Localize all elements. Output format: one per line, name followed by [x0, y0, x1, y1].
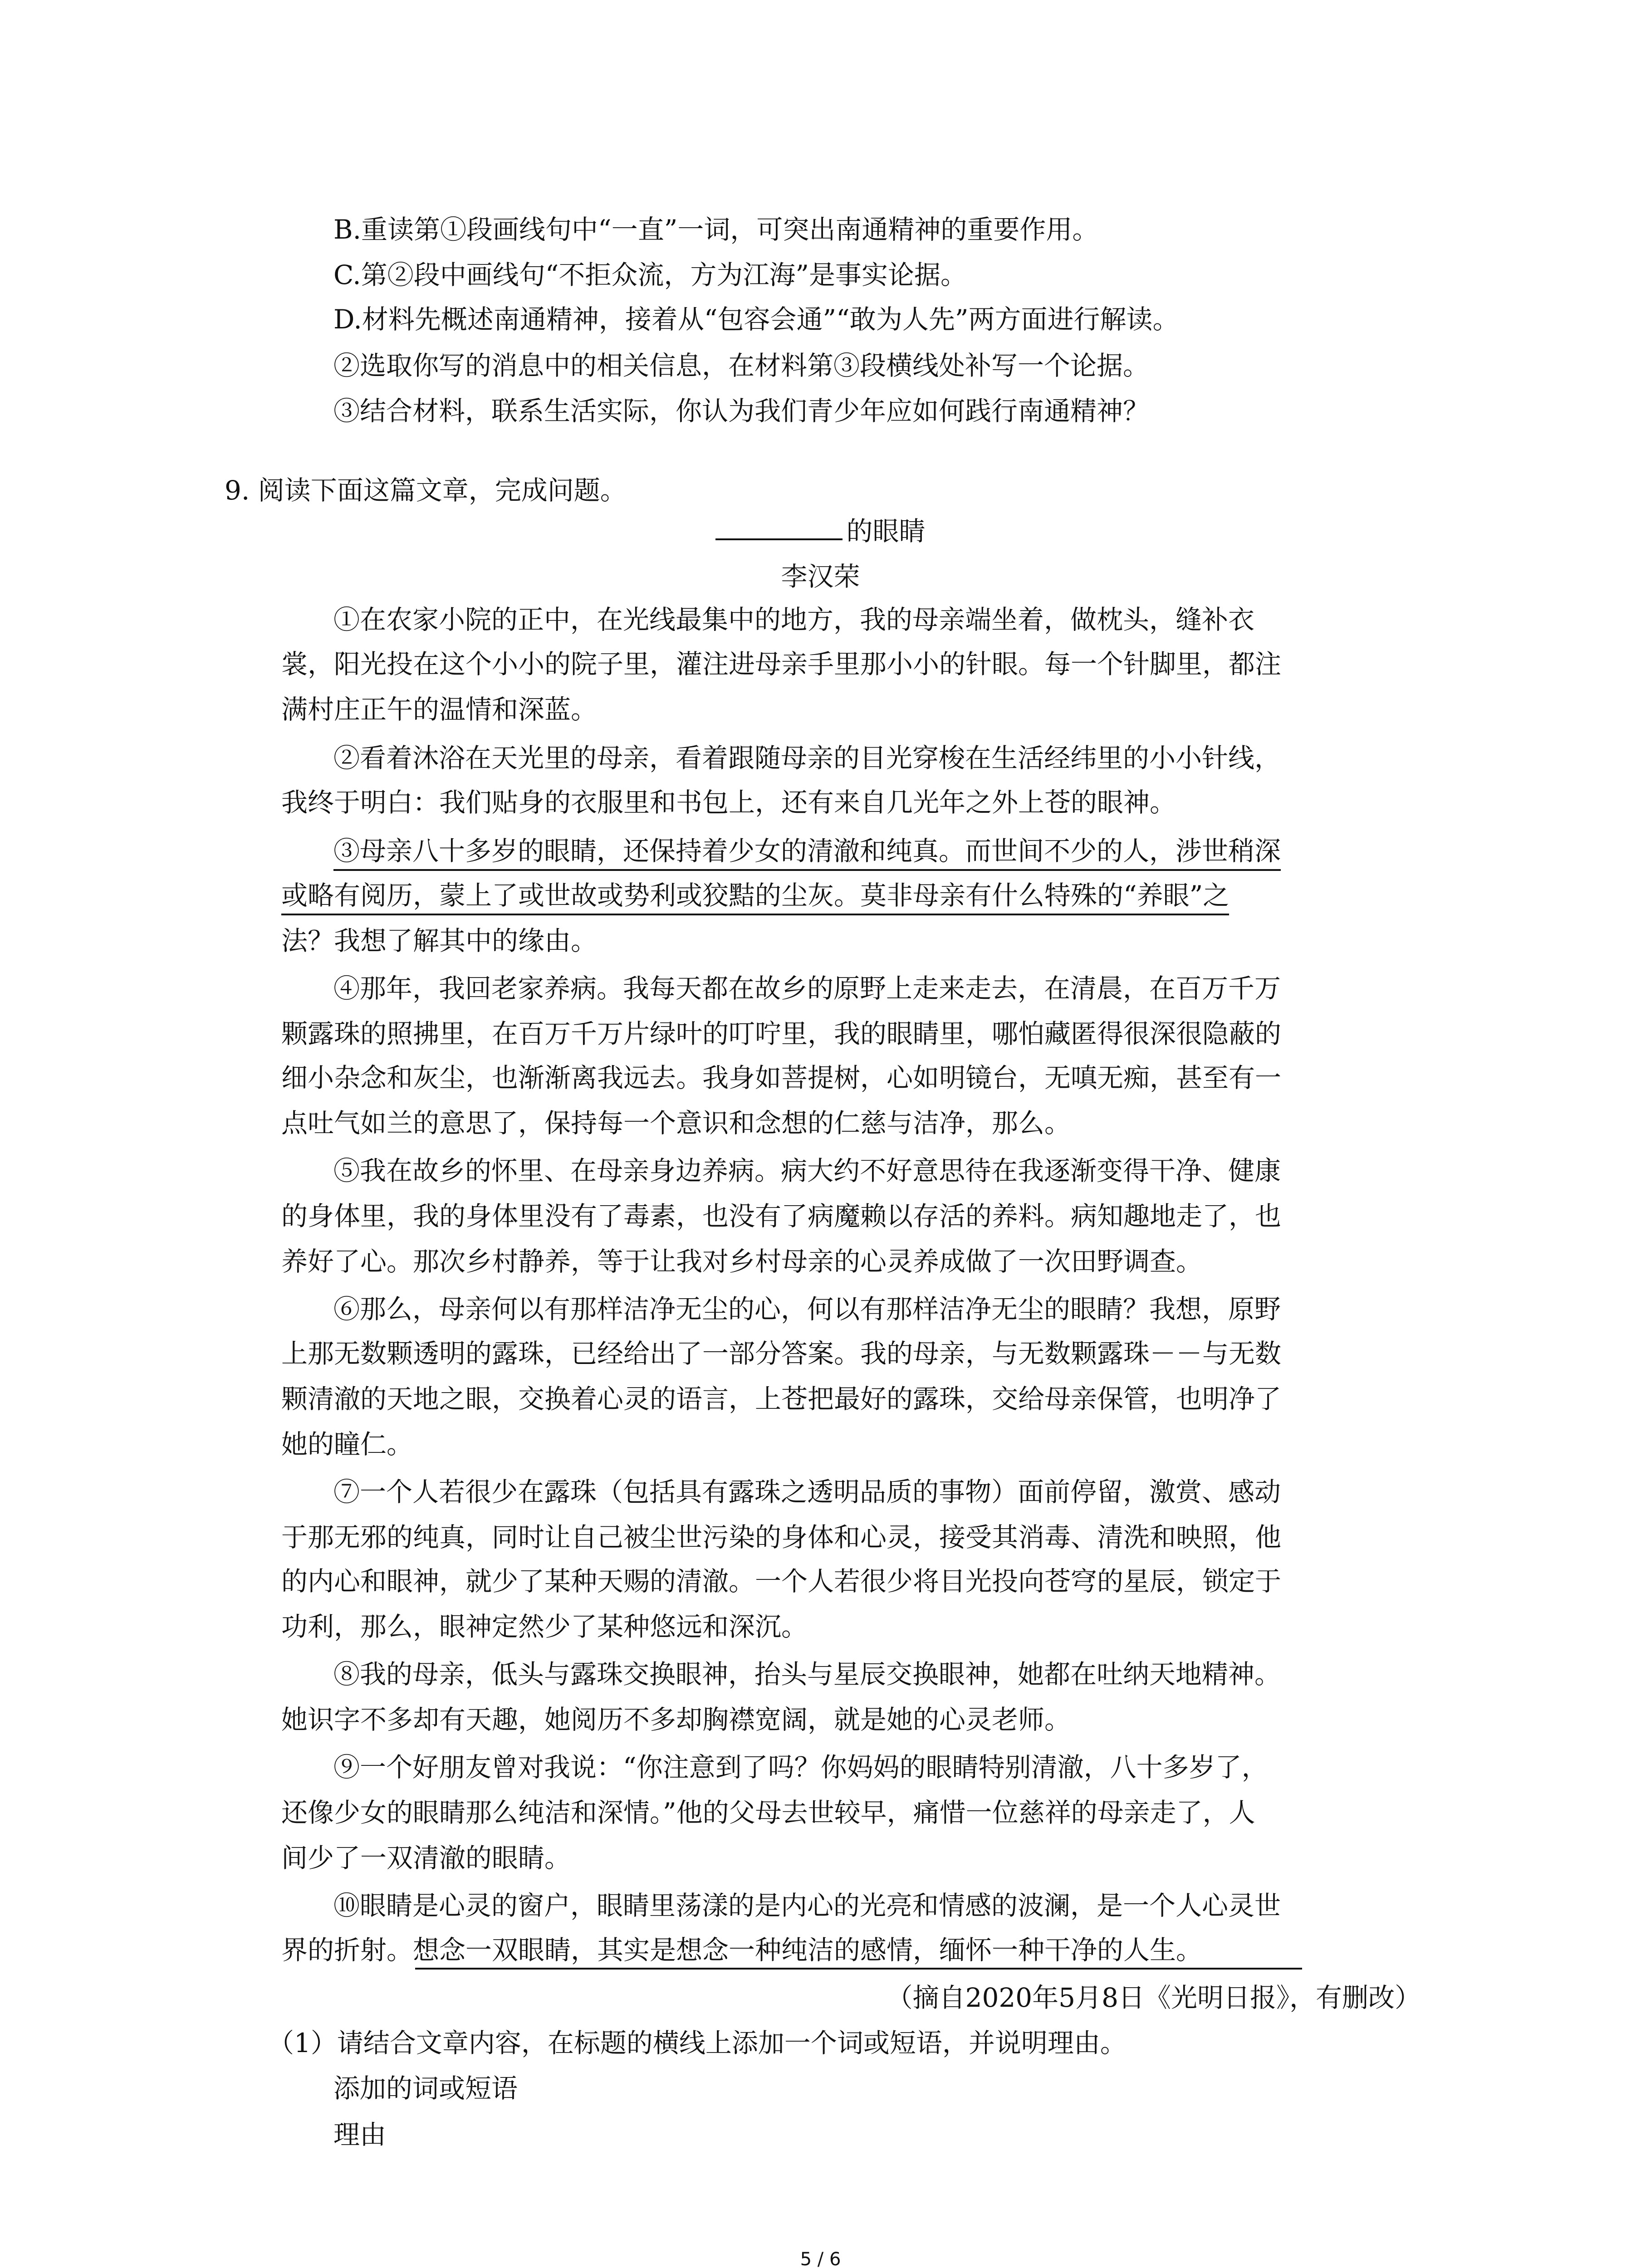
para-10-line-2: 界的折射。想念一双眼睛，其实是想念一种纯洁的感情，缅怀一种干净的人生。 — [281, 1935, 1203, 1965]
para-8-line-1: ⑧我的母亲，低头与露珠交换眼神，抬头与星辰交换眼神，她都在吐纳天地精神。 — [333, 1659, 1281, 1690]
para-1-line-3: 满村庄正午的温情和深蓝。 — [281, 694, 598, 725]
para-7-line-1: ⑦一个人若很少在露珠（包括具有露珠之透明品质的事物）面前停留，激赏、感动 — [333, 1476, 1281, 1507]
para-4-line-3: 细小杂念和灰尘，也渐渐离我远去。我身如菩提树，心如明镜台，无嗔无痴，甚至有一 — [281, 1062, 1282, 1093]
para-5-line-1: ⑤我在故乡的怀里、在母亲身边养病。病大约不好意思待在我逐渐变得干净、健康 — [333, 1155, 1281, 1186]
para-3-line-2 — [281, 879, 1229, 912]
para-5-line-2: 的身体里，我的身体里没有了毒素，也没有了病魔赖以存活的养料。病知趣地走了，也 — [281, 1201, 1282, 1232]
article-author: 李汉荣 — [781, 561, 860, 592]
title-suffix: 的眼睛 — [846, 516, 926, 547]
q9-stem: 9. 阅读下面这篇文章，完成问题。 — [225, 475, 627, 506]
q8-sub3: ③结合材料，联系生活实际，你认为我们青少年应如何践行南通精神？ — [333, 396, 1150, 426]
underlined-sentence: 或略有阅历，蒙上了或世故或势利或狡黠的尘灰。莫非母亲有什么特殊的“养眼”之 — [281, 880, 1229, 915]
para-6-line-4: 她的瞳仁。 — [281, 1429, 413, 1460]
para-6-line-1: ⑥那么，母亲何以有那样洁净无尘的心，何以有那样洁净无尘的眼睛？我想，原野 — [333, 1294, 1281, 1325]
underline-closing-sentence — [415, 1968, 1302, 1970]
article-source: （摘自2020年5月8日《光明日报》，有删改） — [886, 1982, 1421, 2013]
para-4-line-4: 点吐气如兰的意思了，保持每一个意识和念想的仁慈与洁净，那么。 — [281, 1108, 1071, 1139]
title-blank[interactable] — [715, 515, 843, 540]
para-9-line-1: ⑨一个好朋友曾对我说：“你注意到了吗？你妈妈的眼睛特别清澈，八十多岁了， — [333, 1752, 1268, 1783]
para-2-line-2: 我终于明白：我们贴身的衣服里和书包上，还有来自几光年之外上苍的眼神。 — [281, 787, 1176, 818]
para-3-line-1 — [333, 835, 1281, 867]
q9-sub1: （1）请结合文章内容，在标题的横线上添加一个词或短语，并说明理由。 — [268, 2028, 1127, 2058]
para-6-line-3: 颗清澈的天地之眼，交换着心灵的语言，上苍把最好的露珠，交给母亲保管，也明净了 — [281, 1383, 1282, 1414]
underlined-sentence: ③母亲八十多岁的眼睛，还保持着少女的清澈和纯真。而世间不少的人，涉世稍深 — [333, 836, 1281, 871]
para-1-line-1: ①在农家小院的正中，在光线最集中的地方，我的母亲端坐着，做枕头，缝补衣 — [333, 604, 1255, 635]
q8-option-c: C.第②段中画线句“不拒众流，方为江海”是事实论据。 — [333, 259, 967, 290]
para-7-line-3: 的内心和眼神，就少了某种天赐的清澈。一个人若很少将目光投向苍穹的星辰，锁定于 — [281, 1566, 1282, 1597]
para-10-line-1: ⑩眼睛是心灵的窗户，眼睛里荡漾的是内心的光亮和情感的波澜，是一个人心灵世 — [333, 1890, 1281, 1921]
para-8-line-2: 她识字不多却有天趣，她阅历不多却胸襟宽阔，就是她的心灵老师。 — [281, 1704, 1071, 1735]
q8-sub2: ②选取你写的消息中的相关信息，在材料第③段横线处补写一个论据。 — [333, 350, 1150, 381]
para-7-line-2: 于那无邪的纯真，同时让自己被尘世污染的身体和心灵，接受其消毒、清洗和映照，他 — [281, 1522, 1282, 1553]
para-2-line-1: ②看着沐浴在天光里的母亲，看着跟随母亲的目光穿梭在生活经纬里的小小针线， — [333, 743, 1281, 773]
q9-sub1-reason-label: 理由 — [333, 2119, 387, 2150]
para-1-line-2: 裳，阳光投在这个小小的院子里，灌注进母亲手里那小小的针眼。每一个针脚里，都注 — [281, 649, 1282, 679]
para-6-line-2: 上那无数颗透明的露珠，已经给出了一部分答案。我的母亲，与无数颗露珠－－与无数 — [281, 1338, 1282, 1369]
para-9-line-3: 间少了一双清澈的眼睛。 — [281, 1843, 571, 1873]
q9-sub1-word-label: 添加的词或短语 — [333, 2073, 518, 2104]
para-4-line-1: ④那年，我回老家养病。我每天都在故乡的原野上走来走去，在清晨，在百万千万 — [333, 973, 1281, 1004]
article-title — [0, 515, 1641, 547]
para-5-line-3: 养好了心。那次乡村静养，等于让我对乡村母亲的心灵养成做了一次田野调查。 — [281, 1246, 1203, 1277]
page-number: 5 / 6 — [800, 2249, 841, 2268]
para-3-line-3: 法？我想了解其中的缘由。 — [281, 925, 598, 956]
q8-option-b: B.重读第①段画线句中“一直”一词，可突出南通精神的重要作用。 — [333, 214, 1099, 245]
para-4-line-2: 颗露珠的照拂里，在百万千万片绿叶的叮咛里，我的眼睛里，哪怕藏匿得很深很隐蔽的 — [281, 1018, 1282, 1049]
para-7-line-4: 功利，那么，眼神定然少了某种悠远和深沉。 — [281, 1611, 808, 1642]
para-9-line-2: 还像少女的眼睛那么纯洁和深情。”他的父母去世较早，痛惜一位慈祥的母亲走了，人 — [281, 1797, 1255, 1828]
q8-option-d: D.材料先概述南通精神，接着从“包容会通”“敢为人先”两方面进行解读。 — [333, 304, 1179, 335]
